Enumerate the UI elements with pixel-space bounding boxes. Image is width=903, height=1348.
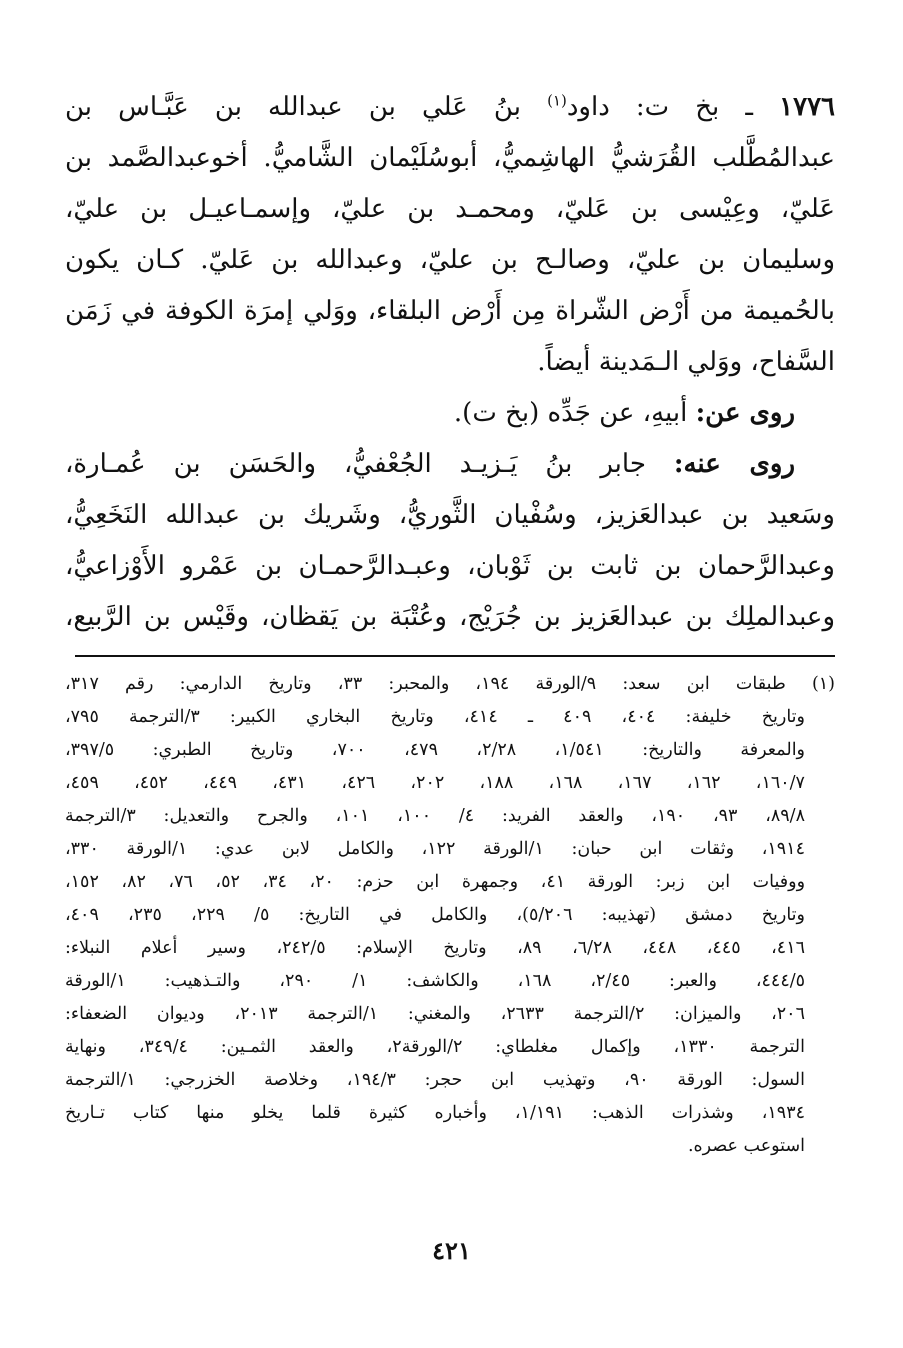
entry-line1-rest: بنُ عَلي بن عبدالله بن عَبَّـاس بن [65,92,548,122]
footnote-first-text: طبقات ابن سعد: ٩/الورقة ١٩٤، والمحبر: ٣٣، وتاريخ الدارمي: رقم ٣١٧، [65,674,812,694]
footnote-line: ١٩١٤، وثقات ابن حبان: ١/الورقة ١٢٢، والكامل لابن عدي: ١/الورقة ٣٣٠، [65,839,805,859]
rawa-an-text: أبيهِ، عن جَدِّه (بخ ت). [453,398,696,428]
entry-line: عَليّ، وعِيْسى بن عَليّ، ومحمـد بن عليّ، وإسمـاعيـل بن عليّ، [65,194,835,224]
footnote-ref: (١) [547,91,567,110]
footnote-line: ٢٠٦، والميزان: ٢/الترجمة ٢٦٣٣، والمغني: ١/الترجمة ٢٠١٣، وديوان الضعفاء: [65,1004,805,1024]
entry-line: السَّفاح، ووَلي الـمَدينة أيضاً. [537,347,835,377]
footnote-line: الترجمة ١٣٣٠، وإكمال مغلطاي: ٢/الورقة٢، والعقد الثمـين: ٣٤٩/٤، ونهاية [65,1037,806,1057]
rawa-an-line [65,388,835,439]
footnote-line: ٤٤٤/٥، والعبر: ٢/٤٥، ١٦٨، والكاشف: ١/ ٢٩٠، والتـذهيب: ١/الورقة [65,971,806,991]
entry-first-line [65,82,835,133]
rawa-anhu-first-line [65,439,835,490]
rawa-anhu-line1-rest: جابر بنُ يَـزيـد الجُعْفيُّ، والحَسَن بن عُمـارة، [65,449,674,479]
footnote-line: ١٦٠/٧، ١٦٢، ١٦٧، ١٦٨، ١٨٨، ٢٠٢، ٤٢٦، ٤٣١، ٤٤٩، ٤٥٢، ٤٥٩، [65,773,805,793]
footnote-line: وتاريخ خليفة: ٤٠٤، ٤٠٩ ـ ٤١٤، وتاريخ البخاري الكبير: ٣/الترجمة ٧٩٥، [65,707,805,727]
entry-name: داود [566,92,610,122]
rawa-anhu-line: وعبدالرَّحمان بن ثابت بن ثَوْبان، وعبـدالرَّحمـان بن عَمْرو الأَوْزاعيُّ، [65,551,835,581]
footnote-line: ووفيات ابن زبر: الورقة ٤١، وجمهرة ابن حزم: ٢٠، ٣٤، ٥٢، ٧٦، ٨٢، ١٥٢، [65,872,806,892]
footnote-first-line [65,668,835,701]
footnote-line: استوعب عصره. [687,1136,805,1156]
page-number: ٤٢١ [432,1236,471,1265]
footnote-line: السول: الورقة ٩٠، وتهذيب ابن حجر: ١٩٤/٣، وخلاصة الخزرجي: ١/الترجمة [65,1070,805,1090]
entry-line: بالحُميمة من أَرْض الشّراة مِن أَرْض البلقاء، ووَلي إمرَة الكوفة في زَمَن [65,296,835,326]
footnote-line: ٨٩/٨، ٩٣، ١٩٠، والعقد الفريد: ٤/ ١٠٠، ١٠١، والجرح والتعديل: ٣/الترجمة [65,806,805,826]
rawa-an-label: روى عن: [695,398,795,428]
footnotes [65,668,835,1163]
entry-colon: : [609,92,645,122]
main-text [65,82,835,643]
footnote-line: ١٩٣٤، وشذرات الذهب: ١/١٩١، وأخباره كثيرة قلما يخلو منها كتاب تـاريخ [65,1103,805,1123]
footnote-line: وتاريخ دمشق (تهذيبه: ٥/٢٠٦)، والكامل في التاريخ: ٥/ ٢٢٩، ٢٣٥، ٤٠٩، [65,905,805,925]
entry-line: عبدالمُطَّلب القُرَشيُّ الهاشِميُّ، أبوسُلَيْمان الشَّاميُّ. أخوعبدالصَّمد بن [65,143,835,173]
footnote-line: ٤١٦، ٤٤٥، ٤٤٨، ٦/٢٨، ٨٩، وتاريخ الإسلام: ٢٤٢/٥، وسير أعلام النبلاء: [65,938,805,958]
rawa-anhu-line: وعبدالملِك بن عبدالعَزيز بن جُرَيْج، وعُتْبَة بن يَقظان، وقَيْس بن الرَّبيع، [65,602,835,632]
rawa-anhu-line: وسَعيد بن عبدالعَزيز، وسُفْيان الثَّوريُّ، وشَريك بن عبدالله النَخَعِيُّ، [65,500,835,530]
footnote-marker: (١) [811,674,835,694]
rawa-anhu-label: روى عنه: [673,449,795,479]
entry-line: وسليمان بن عليّ، وصالـح بن عليّ، وعبدالله بن عَليّ. كـان يكون [65,245,835,275]
footnote-line: والمعرفة والتاريخ: ١/٥٤١، ٢/٢٨، ٤٧٩، ٧٠٠، وتاريخ الطبري: ٣٩٧/٥، [65,740,806,760]
footnote-divider [75,655,835,657]
entry-code: بخ ت [644,92,720,122]
entry-separator: ـ [719,92,780,122]
entry-number: ١٧٧٦ [779,92,835,122]
